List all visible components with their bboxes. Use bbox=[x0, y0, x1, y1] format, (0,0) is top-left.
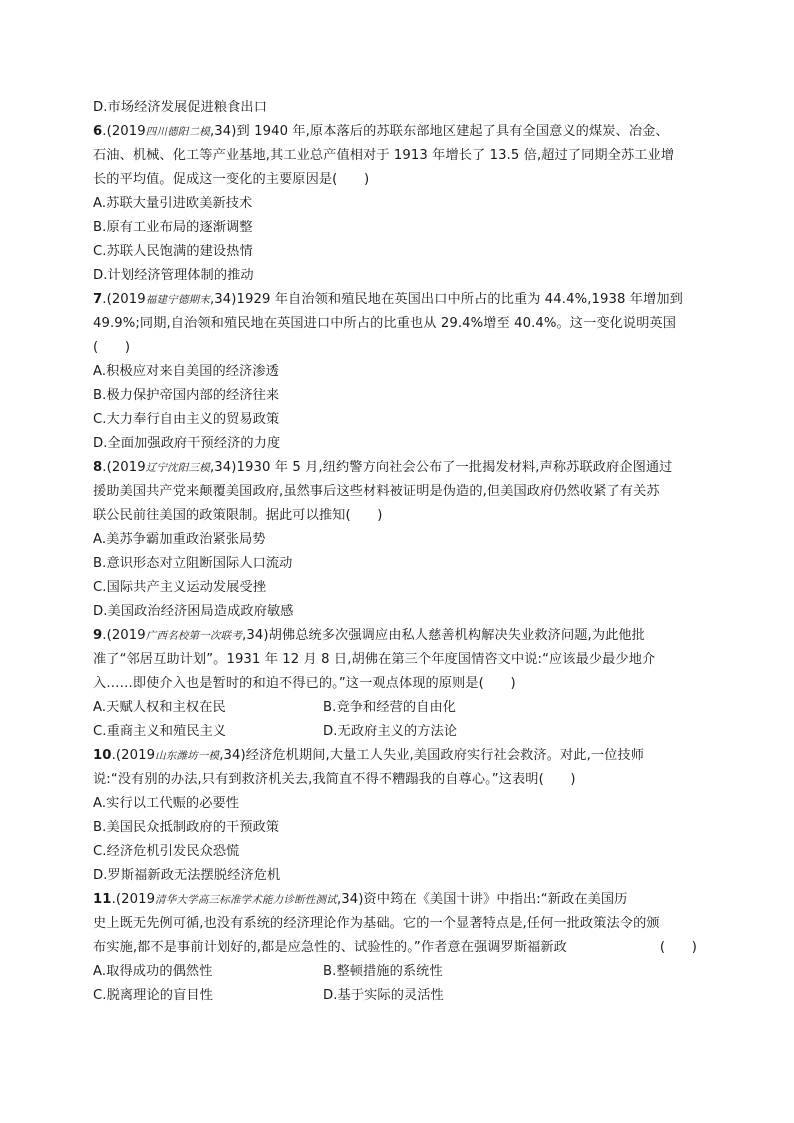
q9-source: 广西名校第一次联考 bbox=[145, 630, 243, 642]
q7-source-num: ,34) bbox=[209, 292, 237, 307]
q9-option-c: C.重商主义和殖民主义 bbox=[93, 724, 227, 739]
q10-option-d: D.罗斯福新政无法摆脱经济危机 bbox=[93, 868, 281, 883]
q10-option-a: A.实行以工代赈的必要性 bbox=[93, 796, 240, 811]
q9-option-b: B.竞争和经营的自由化 bbox=[323, 700, 457, 715]
q9-options-row-1 bbox=[93, 696, 705, 720]
q11-stem-text-1: 资中筠在《美国十讲》中指出:“新政在美国历 bbox=[363, 892, 628, 907]
q6-stem-text-1: 到 1940 年,原本落后的苏联东部地区建起了具有全国意义的煤炭、冶金、 bbox=[236, 124, 669, 139]
q11-stem-line-2: 史上既无先例可循,也没有系统的经济理论作为基础。它的一个显著特点是,任何一批政策法令的颁 bbox=[93, 916, 660, 931]
q6-stem-line-1 bbox=[93, 120, 705, 144]
q9-stem-text-1: 胡佛总统多次强调应由私人慈善机构解决失业救济问题,为此他批 bbox=[268, 628, 645, 643]
q6-source-num: ,34) bbox=[209, 124, 237, 139]
q7-stem-line-2: 49.9%;同期,自治领和殖民地在英国进口中所占的比重也从 29.4%增至 40.4%。这一变化说明英国 bbox=[93, 316, 677, 331]
q7-option-d: D.全面加强政府干预经济的力度 bbox=[93, 436, 281, 451]
q9-option-a: A.天赋人权和主权在民 bbox=[93, 700, 226, 715]
q11-stem-line-1 bbox=[93, 888, 705, 912]
q8-stem-line-1 bbox=[93, 456, 705, 480]
q9-stem-line-1 bbox=[93, 624, 705, 648]
q11-options-row-1 bbox=[93, 960, 705, 984]
q7-option-c: C.大力奉行自由主义的贸易政策 bbox=[93, 412, 280, 427]
q9-stem-line-2: 准了“邻居互助计划”。1931 年 12 月 8 日,胡佛在第三个年度国情咨文中说:“应该最少最少地介 bbox=[93, 652, 656, 667]
q9-option-d: D.无政府主义的方法论 bbox=[323, 724, 458, 739]
q11-source-year: .(2019 bbox=[111, 892, 156, 907]
q9-options-row-2 bbox=[93, 720, 705, 744]
q6-option-b: B.原有工业布局的逐渐调整 bbox=[93, 220, 253, 235]
q11-number: 11 bbox=[93, 892, 112, 907]
q6-source-year: .(2019 bbox=[102, 124, 146, 139]
q6-stem-line-3: 长的平均值。促成这一变化的主要原因是( ) bbox=[93, 172, 370, 187]
q8-source-num: ,34) bbox=[209, 460, 237, 475]
q7-stem-text-1: 1929 年自治领和殖民地在英国出口中所占的比重为 44.4%,1938 年增加到 bbox=[236, 292, 683, 307]
q7-source-year: .(2019 bbox=[102, 292, 146, 307]
q10-source-num: ,34) bbox=[219, 748, 246, 763]
q11-option-a: A.取得成功的偶然性 bbox=[93, 964, 213, 979]
q6-option-c: C.苏联人民饱满的建设热情 bbox=[93, 244, 253, 259]
q7-source: 福建宁德期末 bbox=[145, 294, 210, 306]
q10-stem-line-1 bbox=[93, 744, 705, 768]
q9-source-num: ,34) bbox=[242, 628, 269, 643]
q7-option-a: A.积极应对来自美国的经济渗透 bbox=[93, 364, 279, 379]
exam-page bbox=[93, 96, 705, 1008]
q6-source: 四川德阳二模 bbox=[145, 126, 210, 138]
q9-number: 9 bbox=[93, 628, 103, 643]
q11-stem-line-3 bbox=[93, 936, 705, 960]
q7-stem-line-3: ( ) bbox=[93, 340, 131, 355]
q8-option-b: B.意识形态对立阻断国际人口流动 bbox=[93, 556, 293, 571]
q7-stem-line-1 bbox=[93, 288, 705, 312]
q6-number: 6 bbox=[93, 124, 103, 139]
q11-source-num: ,34) bbox=[336, 892, 364, 907]
q8-option-a: A.美苏争霸加重政治紧张局势 bbox=[93, 532, 266, 547]
q10-option-b: B.美国民众抵制政府的干预政策 bbox=[93, 820, 280, 835]
q11-option-b: B.整顿措施的系统性 bbox=[323, 964, 443, 979]
q9-source-year: .(2019 bbox=[102, 628, 146, 643]
q10-stem-text-1: 经济危机期间,大量工人失业,美国政府实行社会救济。对此,一位技师 bbox=[245, 748, 645, 763]
q6-option-d: D.计划经济管理体制的推动 bbox=[93, 268, 254, 283]
q7-option-b: B.极力保护帝国内部的经济往来 bbox=[93, 388, 280, 403]
q8-option-d: D.美国政治经济困局造成政府敏感 bbox=[93, 604, 294, 619]
q8-source-year: .(2019 bbox=[102, 460, 146, 475]
q10-source: 山东潍坊一模 bbox=[155, 750, 220, 762]
q9-stem-line-3: 入……即使介入也是暂时的和迫不得已的。”这一观点体现的原则是( ) bbox=[93, 676, 516, 691]
q11-stem-text-3: 布实施,都不是事前计划好的,都是应急性的、试验性的。”作者意在强调罗斯福新政 bbox=[93, 940, 567, 955]
q6-option-a: A.苏联大量引进欧美新技术 bbox=[93, 196, 253, 211]
q10-source-year: .(2019 bbox=[111, 748, 156, 763]
q11-source: 清华大学高三标准学术能力诊断性测试 bbox=[155, 894, 337, 906]
q11-answer-paren: ( ) bbox=[659, 940, 697, 955]
q10-option-c: C.经济危机引发民众恐慌 bbox=[93, 844, 240, 859]
q10-stem-line-2: 说:“没有别的办法,只有到救济机关去,我简直不得不糟蹋我的自尊心。”这表明( ) bbox=[93, 772, 576, 787]
q11-option-c: C.脱离理论的盲目性 bbox=[93, 988, 213, 1003]
q8-stem-line-3: 联公民前往美国的政策限制。据此可以推知( ) bbox=[93, 508, 383, 523]
q8-source: 辽宁沈阳三模 bbox=[145, 462, 210, 474]
q11-option-d: D.基于实际的灵活性 bbox=[323, 988, 444, 1003]
q8-stem-text-1: 1930 年 5 月,纽约警方向社会公布了一批揭发材料,声称苏联政府企图通过 bbox=[236, 460, 673, 475]
q8-stem-line-2: 援助美国共产党来颠覆美国政府,虽然事后这些材料被证明是伪造的,但美国政府仍然收紧了有关苏 bbox=[93, 484, 660, 499]
q8-number: 8 bbox=[93, 460, 103, 475]
q6-stem-line-2: 石油、机械、化工等产业基地,其工业总产值相对于 1913 年增长了 13.5 倍,超过了同期全苏工业增 bbox=[93, 148, 675, 163]
q5-option-d: D.市场经济发展促进粮食出口 bbox=[93, 100, 267, 115]
q7-number: 7 bbox=[93, 292, 103, 307]
q10-number: 10 bbox=[93, 748, 112, 763]
q8-option-c: C.国际共产主义运动发展受挫 bbox=[93, 580, 267, 595]
q11-options-row-2 bbox=[93, 984, 705, 1008]
